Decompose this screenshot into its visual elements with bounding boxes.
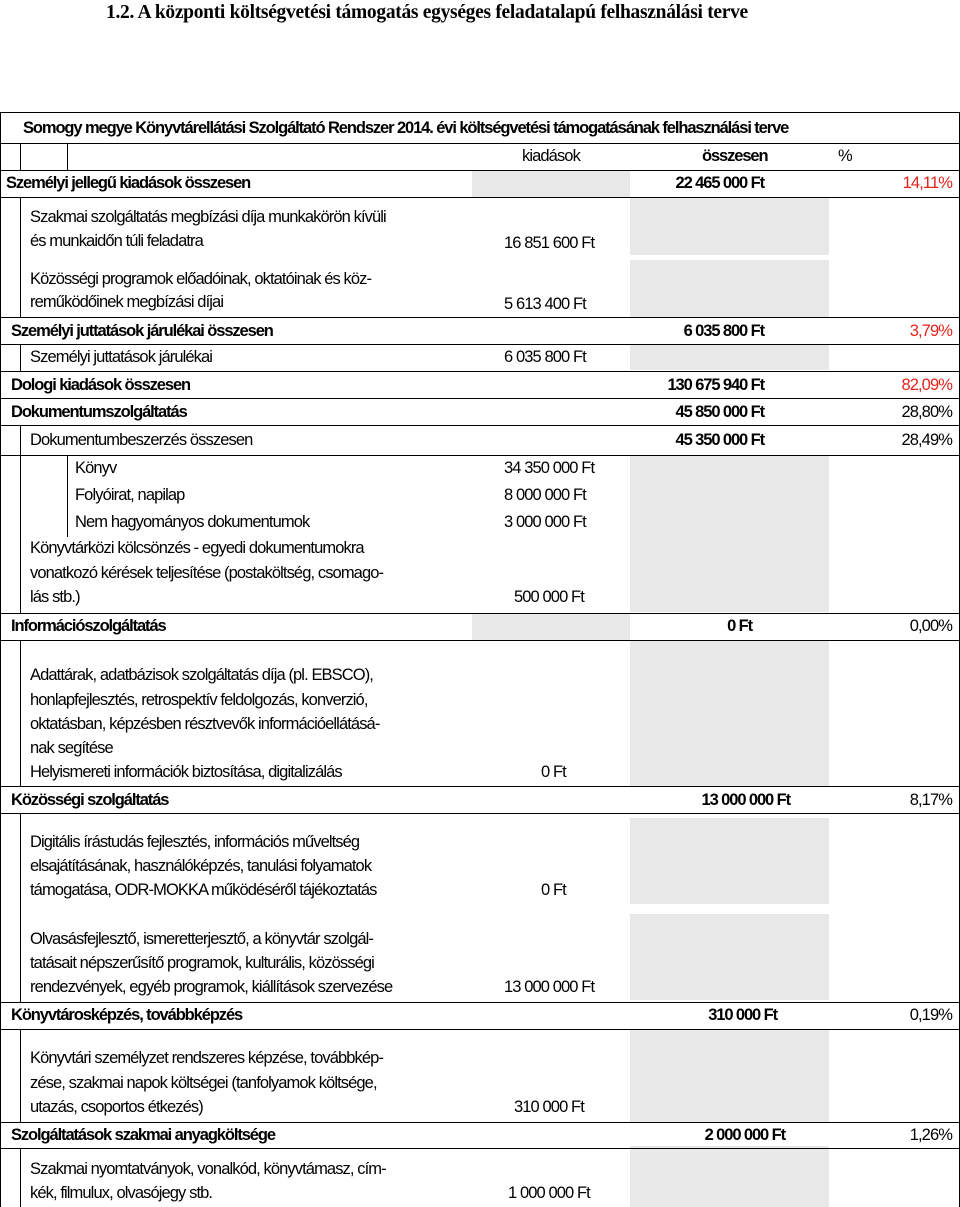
item-amount: 13 000 000 Ft [504, 978, 595, 996]
row-label: Információszolgáltatás [11, 617, 166, 635]
shade-cell [472, 614, 630, 640]
row-label: Dokumentumbeszerzés összesen [30, 431, 253, 449]
grid-line [0, 344, 960, 345]
item-amount: 0 Ft [541, 881, 566, 899]
item-line: kék, filmulux, olvasójegy stb. [30, 1184, 213, 1202]
shade-cell [630, 198, 829, 255]
item-line: vonatkozó kérések teljesítése (postaköltség, csomago- [30, 564, 384, 582]
item-label: Személyi juttatások járulékai [30, 348, 213, 366]
grid-line [0, 170, 960, 171]
shade-cell [630, 640, 829, 786]
row-percent: 28,80% [901, 403, 952, 421]
grid-line [20, 640, 21, 786]
row-total: 310 000 Ft [708, 1006, 777, 1024]
item-line: rendezvények, egyéb programok, kiállítások szervezése [30, 978, 393, 996]
item-line: Könyvtári személyzet rendszeres képzése, továbbkép- [30, 1049, 384, 1067]
grid-line [20, 813, 21, 1002]
shade-cell [630, 260, 829, 317]
item-amount: 310 000 Ft [514, 1098, 584, 1116]
row-total: 130 675 940 Ft [667, 376, 764, 394]
grid-line [0, 613, 960, 614]
grid-line [0, 455, 960, 456]
row-label: Dokumentumszolgáltatás [11, 403, 187, 421]
grid-line [0, 1002, 960, 1003]
row-total: 13 000 000 Ft [701, 791, 790, 809]
col-header-kiadasok: kiadások [522, 147, 580, 165]
item-line: oktatásban, képzésben résztvevők információellátásá- [30, 715, 380, 733]
row-percent: 0,19% [909, 1006, 952, 1024]
item-amount: 0 Ft [541, 763, 566, 781]
row-label: Személyi juttatások járulékai összesen [11, 322, 273, 340]
item-amount: 3 000 000 Ft [504, 513, 586, 531]
item-line: Könyvtárközi kölcsönzés - egyedi dokumentumokra [30, 539, 364, 557]
row-label: Közösségi szolgáltatás [11, 791, 169, 809]
item-line: és munkaidőn túli feladatra [30, 232, 203, 250]
shade-cell [630, 538, 829, 612]
item-amount: 34 350 000 Ft [504, 459, 595, 477]
shade-cell [630, 456, 829, 538]
row-total: 6 035 800 Ft [683, 322, 764, 340]
item-line: támogatása, ODR-MOKKA működéséről tájékoztatás [30, 881, 377, 899]
grid-line [20, 1029, 21, 1122]
item-line: Szakmai szolgáltatás megbízási díja munkakörön kívüli [30, 208, 386, 226]
grid-line [0, 425, 960, 426]
row-total: 0 Ft [727, 617, 752, 635]
item-line: Helyismereti információk biztosítása, digitalizálás [30, 763, 342, 781]
grid-line [20, 143, 21, 170]
row-percent: 8,17% [909, 791, 952, 809]
item-line: Digitális írástudás fejlesztés, információs műveltség [30, 833, 360, 851]
grid-line [20, 198, 21, 317]
col-header-percent: % [838, 147, 852, 165]
grid-line [20, 344, 21, 371]
row-percent: 0,00% [909, 617, 952, 635]
item-line: nak segítése [30, 739, 113, 757]
item-line: reműködőinek megbízási díjai [30, 293, 224, 311]
shade-cell [630, 344, 829, 370]
grid-line [0, 371, 960, 372]
item-line: tatásait népszerűsítő programok, kulturális, közösségi [30, 954, 374, 972]
grid-line [0, 112, 1, 1207]
grid-line [67, 455, 68, 537]
row-label: Szolgáltatások szakmai anyagköltsége [11, 1126, 275, 1144]
grid-line [20, 425, 21, 613]
grid-line [0, 813, 960, 814]
row-percent: 3,79% [909, 322, 952, 340]
row-label: Személyi jellegű kiadások összesen [6, 174, 251, 192]
item-label: Nem hagyományos dokumentumok [75, 513, 310, 531]
row-percent: 1,26% [909, 1126, 952, 1144]
shade-cell [630, 914, 829, 1000]
col-header-osszesen: összesen [702, 147, 768, 165]
table-title: Somogy megye Könyvtárellátási Szolgáltató Rendszer 2014. évi költségvetési támogatásának felhasználási terve [23, 119, 789, 137]
item-line: honlapfejlesztés, retrospektív feldolgozás, konverzió, [30, 691, 368, 709]
shade-cell [472, 171, 630, 198]
grid-line [0, 640, 960, 641]
item-line: Adattárak, adatbázisok szolgáltatás díja (pl. EBSCO), [30, 666, 373, 684]
row-percent: 14,11% [902, 174, 952, 192]
item-label: Könyv [75, 459, 117, 477]
row-total: 45 350 000 Ft [675, 431, 764, 449]
grid-line [0, 398, 960, 399]
row-label: Könyvtárosképzés, továbbképzés [11, 1006, 243, 1024]
item-amount: 1 000 000 Ft [508, 1184, 590, 1202]
item-line: zése, szakmai napok költségei (tanfolyamok költsége, [30, 1074, 377, 1092]
item-line: Olvasásfejlesztő, ismeretterjesztő, a könyvtár szolgál- [30, 930, 373, 948]
page-title: 1.2. A központi költségvetési támogatás egységes feladatalapú felhasználási terve [106, 2, 748, 23]
shade-cell [630, 1146, 829, 1207]
grid-line [0, 197, 960, 198]
grid-line [0, 143, 960, 144]
item-line: utazás, csoportos étkezés) [30, 1098, 203, 1116]
row-total: 45 850 000 Ft [675, 403, 764, 421]
grid-line [20, 1148, 21, 1207]
grid-line [0, 786, 960, 787]
item-line: Közösségi programok előadóinak, oktatóinak és köz- [30, 270, 372, 288]
grid-line [67, 143, 68, 170]
shade-cell [630, 818, 829, 904]
row-total: 2 000 000 Ft [704, 1126, 785, 1144]
item-amount: 16 851 600 Ft [504, 234, 595, 252]
grid-line [0, 1148, 960, 1149]
grid-line [0, 317, 960, 318]
item-amount: 500 000 Ft [514, 588, 584, 606]
grid-line [0, 112, 960, 113]
grid-line [0, 1122, 960, 1123]
row-label: Dologi kiadások összesen [11, 376, 191, 394]
grid-line [0, 1029, 960, 1030]
row-percent: 82,09% [901, 376, 952, 394]
item-amount: 5 613 400 Ft [504, 295, 586, 313]
item-amount: 6 035 800 Ft [504, 348, 586, 366]
shade-cell [630, 1030, 829, 1122]
item-line: elsajátításának, használóképzés, tanulási folyamatok [30, 857, 372, 875]
row-total: 22 465 000 Ft [675, 174, 764, 192]
item-line: Szakmai nyomtatványok, vonalkód, könyvtámasz, cím- [30, 1160, 386, 1178]
item-line: lás stb.) [30, 588, 80, 606]
item-label: Folyóirat, napilap [75, 486, 185, 504]
row-percent: 28,49% [901, 431, 952, 449]
item-amount: 8 000 000 Ft [504, 486, 586, 504]
